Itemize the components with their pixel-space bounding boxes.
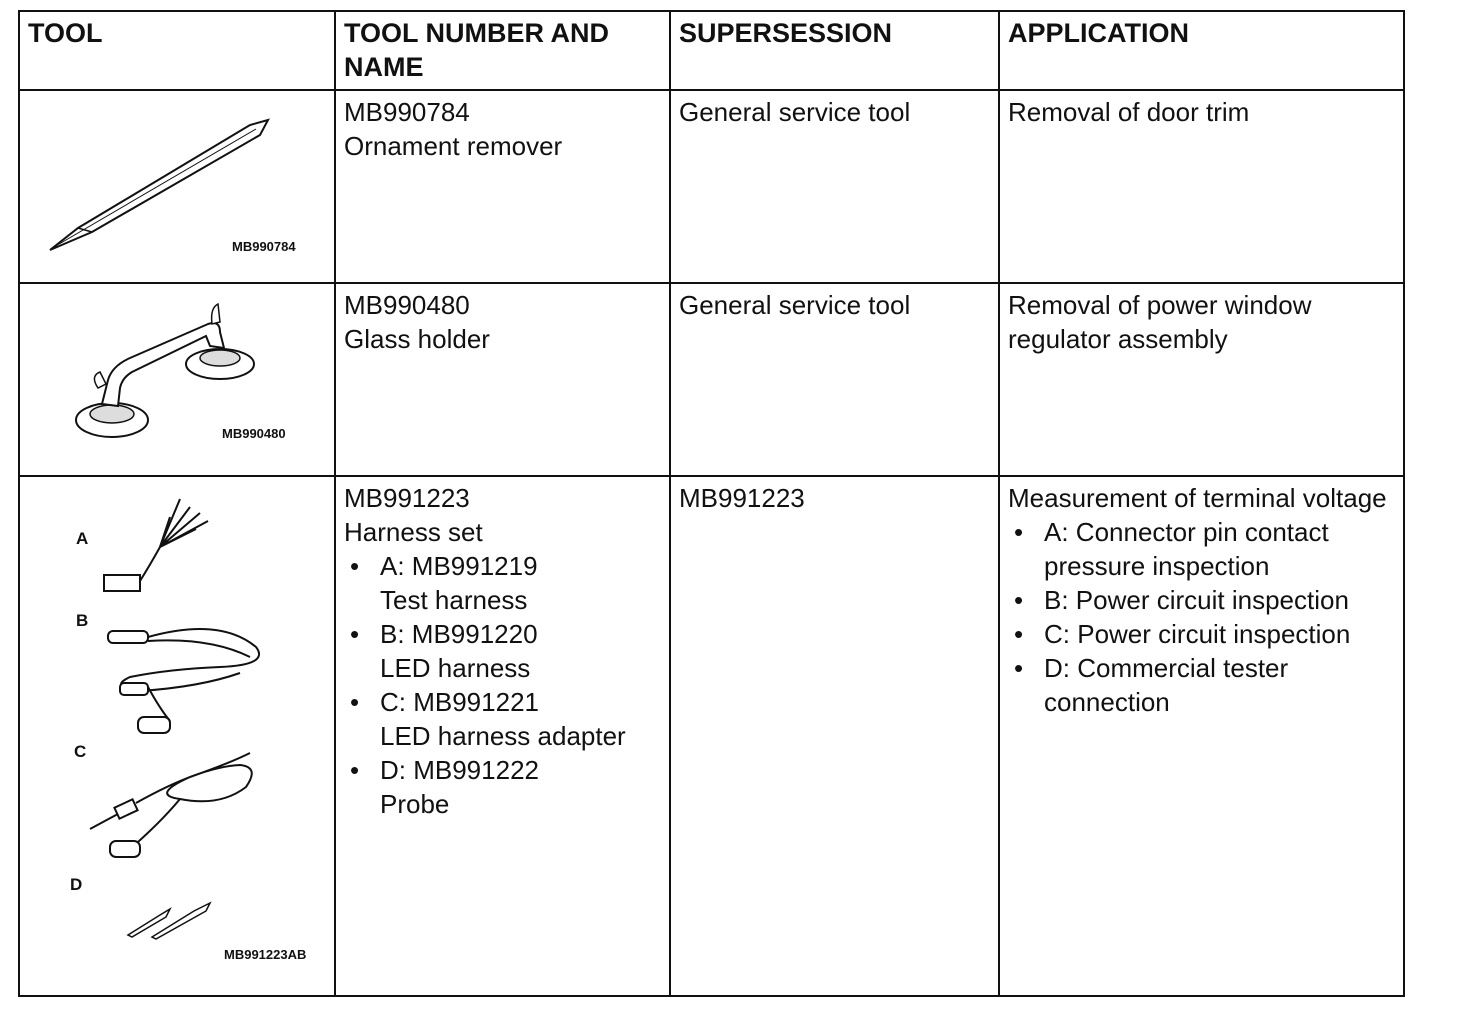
tool-name: Harness set (344, 517, 483, 547)
supersession-cell: General service tool (670, 90, 999, 283)
part-letter-c: C (74, 742, 87, 761)
supersession-cell: General service tool (670, 283, 999, 476)
figure-label: MB991223AB (224, 947, 307, 962)
application-text: Measurement of terminal voltage (1008, 483, 1387, 513)
harness-set-icon (20, 477, 336, 995)
tool-name: Glass holder (344, 324, 490, 354)
tool-number-name-cell (335, 476, 670, 996)
tool-name: Ornament remover (344, 131, 563, 161)
list-item: • B: MB991220 LED harness (380, 617, 661, 685)
tool-number: MB990480 (344, 290, 470, 320)
part-letter-b: B (76, 611, 89, 630)
header-supersession: SUPERSESSION (670, 11, 999, 90)
application-cell: Removal of door trim (999, 90, 1404, 283)
test-harness-icon (104, 499, 208, 591)
part-letter-d: D (70, 875, 83, 894)
list-item: • A: Connector pin contact pressure inspection (1044, 515, 1395, 583)
part-letter-a: A (76, 529, 89, 548)
tool-number-name-cell (335, 90, 670, 283)
header-tool: TOOL (19, 11, 335, 90)
tool-figure-cell (19, 476, 335, 996)
harness-parts-list (344, 549, 661, 821)
list-item: • C: Power circuit inspection (1044, 617, 1395, 651)
led-harness-icon (108, 629, 259, 733)
list-item: • D: Commercial tester connection (1044, 651, 1395, 719)
list-item: • C: MB991221 LED harness adapter (380, 685, 661, 753)
special-tools-table (18, 10, 1405, 997)
header-number-name: TOOL NUMBER AND NAME (335, 11, 670, 90)
tool-figure-cell (19, 283, 335, 476)
figure-label: MB990480 (222, 426, 286, 441)
figure-label: MB990784 (232, 239, 296, 254)
probe-icon (128, 903, 210, 939)
supersession-cell: MB991223 (670, 476, 999, 996)
led-harness-adapter-icon (90, 753, 252, 857)
application-list (1008, 515, 1395, 719)
list-item: • D: MB991222 Probe (380, 753, 661, 821)
table-row (19, 476, 1404, 996)
tool-number-name-cell (335, 283, 670, 476)
list-item: • A: MB991219 Test harness (380, 549, 661, 617)
tool-number: MB991223 (344, 483, 470, 513)
list-item: • B: Power circuit inspection (1044, 583, 1395, 617)
table-row (19, 90, 1404, 283)
header-application: APPLICATION (999, 11, 1404, 90)
table-row (19, 283, 1404, 476)
application-cell (999, 476, 1404, 996)
header-row (19, 11, 1404, 90)
application-cell: Removal of power window regulator assembly (999, 283, 1404, 476)
glass-holder-icon (20, 284, 336, 474)
tool-figure-cell (19, 90, 335, 283)
tool-number: MB990784 (344, 97, 470, 127)
